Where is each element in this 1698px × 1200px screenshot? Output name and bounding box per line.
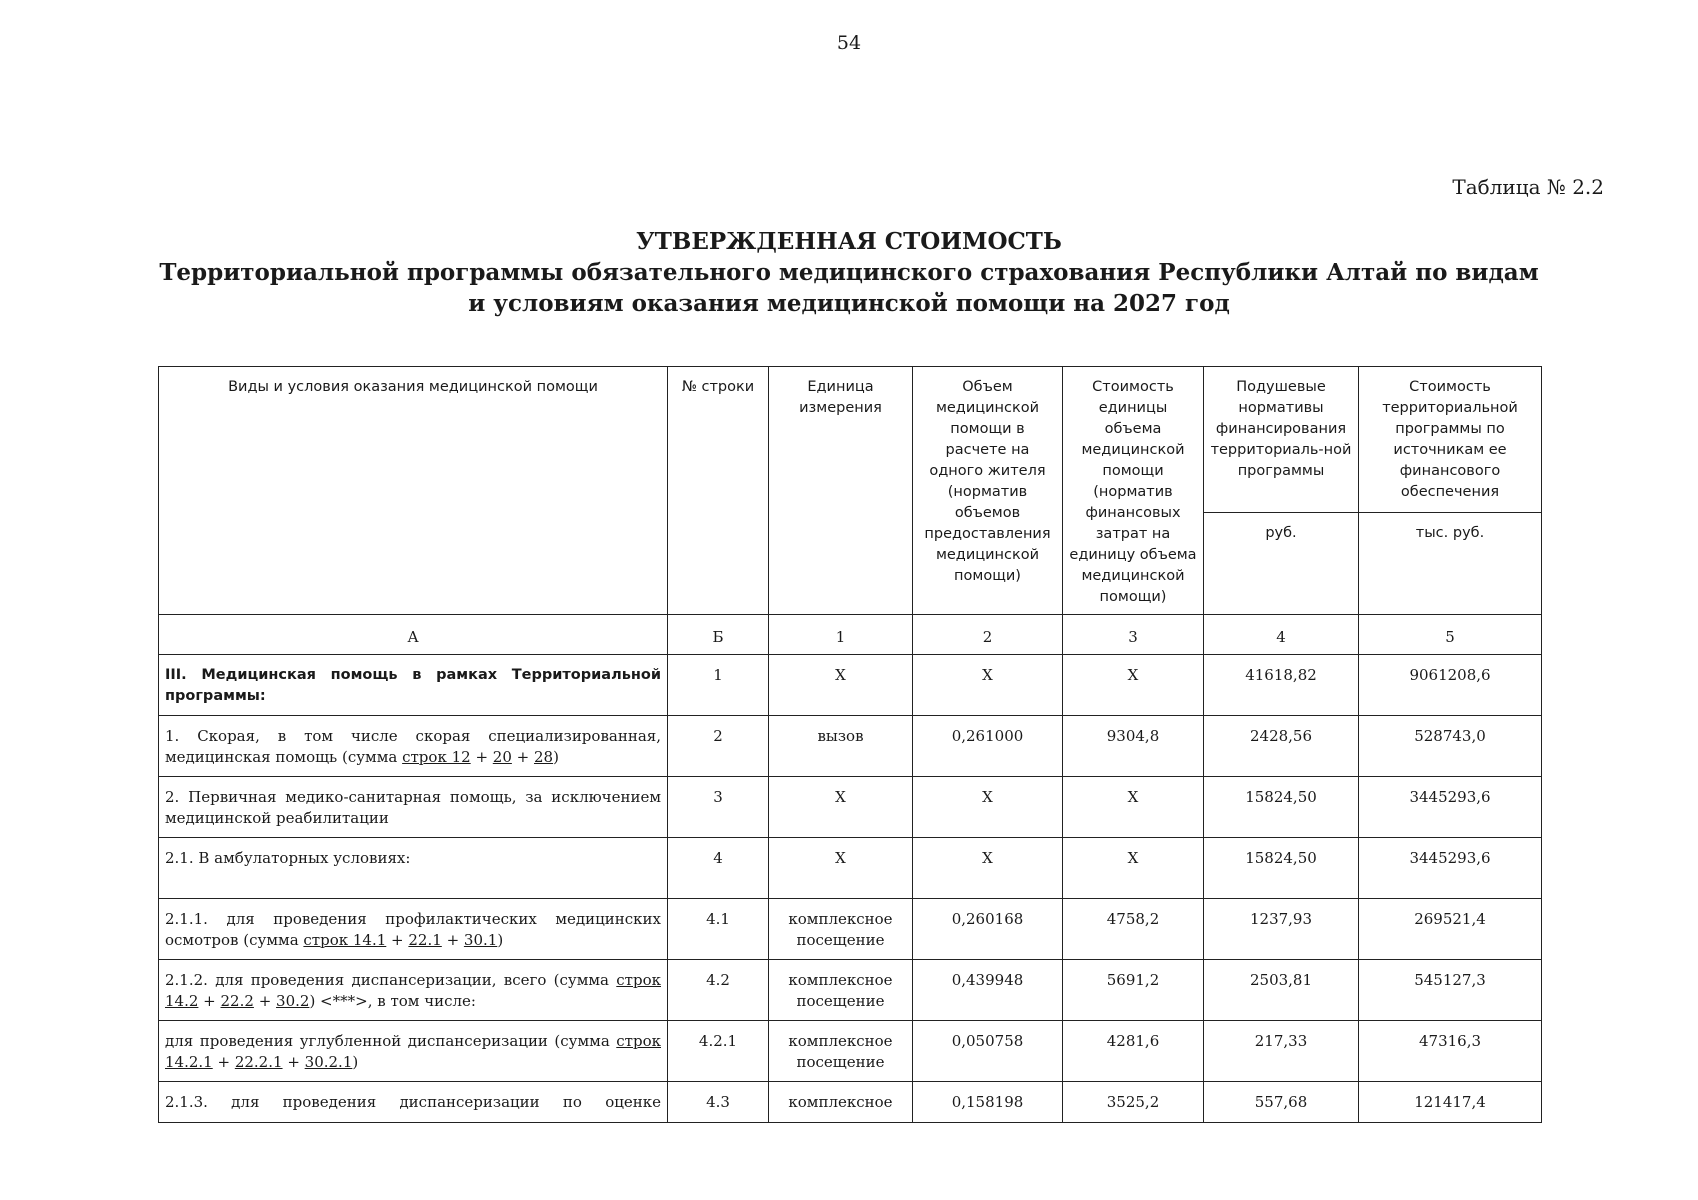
row-per-capita: 41618,82 [1204,655,1359,716]
row-name-text: ) [553,748,559,766]
row-name-text: ) <***>, в том числе: [309,992,476,1010]
table-row [159,960,1542,1021]
row-reference-link[interactable]: 30.2 [276,992,310,1010]
row-total: 3445293,6 [1359,777,1542,838]
row-name-text: + [253,992,277,1010]
header-unit-cost: Стоимость единицы объема медицинской помощи (норматив финансовых затрат на единицу объема медицинской помощи) [1063,367,1204,615]
page-number: 54 [836,32,862,54]
document-title [0,226,1698,319]
row-per-capita: 1237,93 [1204,899,1359,960]
row-unit: комплексное [769,1082,913,1123]
row-unit-cost: X [1063,655,1204,716]
row-line-number: 4.3 [668,1082,769,1123]
table-row [159,655,1542,716]
row-name-text: + [198,992,221,1010]
row-reference-link[interactable]: строк 14.2 [165,971,661,1010]
row-line-number: 4.1 [668,899,769,960]
row-total: 9061208,6 [1359,655,1542,716]
row-service-name: III. Медицинская помощь в рамках Территориальной программы: [159,655,668,716]
row-name-text: + [212,1053,235,1071]
table-row [159,1021,1542,1082]
row-reference-link[interactable]: 22.2 [220,992,254,1010]
row-unit-cost: 5691,2 [1063,960,1204,1021]
row-total: 3445293,6 [1359,838,1542,899]
row-total: 528743,0 [1359,716,1542,777]
row-name-text: 2.1.2. для проведения диспансеризации, всего (сумма [165,971,617,989]
header-unit-rub: руб. [1204,513,1359,615]
row-per-capita: 2428,56 [1204,716,1359,777]
row-total: 47316,3 [1359,1021,1542,1082]
row-reference-link[interactable]: 30.2.1 [304,1053,353,1071]
row-name-text: ) [497,931,504,949]
row-unit: комплексное посещение [769,960,913,1021]
row-service-name [159,1021,668,1082]
title-line-3: и условиям оказания медицинской помощи на 2027 год [468,290,1230,317]
row-name-text: + [511,748,534,766]
row-service-name: 2.1. В амбулаторных условиях: [159,838,668,899]
title-line-2: Территориальной программы обязательного медицинского страхования Республики Алтай по видам [159,259,1539,286]
row-total: 269521,4 [1359,899,1542,960]
row-volume: X [913,777,1063,838]
row-unit-cost: 9304,8 [1063,716,1204,777]
row-name-text: 1. Скорая, в том числе скорая специализированная, медицинская помощь (сумма [165,727,661,766]
column-letter: 2 [913,615,1063,655]
table-row [159,899,1542,960]
row-name-text: ) [352,1053,359,1071]
row-name-text: + [441,931,464,949]
row-volume: 0,158198 [913,1082,1063,1123]
column-letter: 5 [1359,615,1542,655]
column-letter: Б [668,615,769,655]
cost-table [158,366,1542,1123]
row-name-text: для проведения углубленной диспансеризации (сумма [165,1032,617,1050]
row-service-name [159,716,668,777]
row-volume: 0,439948 [913,960,1063,1021]
row-line-number: 3 [668,777,769,838]
row-name-text: + [282,1053,305,1071]
row-volume: 0,260168 [913,899,1063,960]
column-letter: 3 [1063,615,1204,655]
row-service-name [159,960,668,1021]
row-unit-cost: 3525,2 [1063,1082,1204,1123]
row-line-number: 2 [668,716,769,777]
table-row [159,1082,1542,1123]
row-line-number: 4 [668,838,769,899]
column-letters-row [159,615,1542,655]
row-per-capita: 217,33 [1204,1021,1359,1082]
row-reference-link[interactable]: 22.2.1 [234,1053,283,1071]
row-reference-link[interactable]: 22.1 [408,931,442,949]
header-volume: Объем медицинской помощи в расчете на одного жителя (норматив объемов предоставления медицинской помощи) [913,367,1063,615]
row-unit: X [769,838,913,899]
row-reference-link[interactable]: строк 14.2.1 [165,1032,661,1071]
row-per-capita: 15824,50 [1204,777,1359,838]
row-reference-link[interactable]: строк 12 [402,748,471,766]
row-service-name: 2. Первичная медико-санитарная помощь, за исключением медицинской реабилитации [159,777,668,838]
table-body [159,615,1542,1123]
column-letter: 1 [769,615,913,655]
header-per-capita: Подушевые нормативы финансирования территориаль-ной программы [1204,367,1359,513]
row-unit-cost: X [1063,777,1204,838]
header-program-cost: Стоимость территориальной программы по источникам ее финансового обеспечения [1359,367,1542,513]
title-line-1: УТВЕРЖДЕННАЯ СТОИМОСТЬ [636,228,1062,255]
column-letter: 4 [1204,615,1359,655]
row-name-text: + [470,748,493,766]
row-unit-cost: 4281,6 [1063,1021,1204,1082]
header-line-number: № строки [668,367,769,615]
row-line-number: 4.2.1 [668,1021,769,1082]
row-service-name [159,899,668,960]
table-label: Таблица № 2.2 [1452,175,1604,199]
column-letter: А [159,615,668,655]
header-unit-thousand-rub: тыс. руб. [1359,513,1542,615]
table-row [159,838,1542,899]
row-volume: X [913,655,1063,716]
row-name-text: + [386,931,409,949]
row-unit: комплексное посещение [769,899,913,960]
row-name-text: 2.1.1. для проведения профилактических медицинских осмотров (сумма [165,910,661,949]
row-service-name: 2.1.3. для проведения диспансеризации по оценке [159,1082,668,1123]
row-unit: комплексное посещение [769,1021,913,1082]
row-line-number: 1 [668,655,769,716]
row-volume: 0,261000 [913,716,1063,777]
row-reference-link[interactable]: 28 [533,748,554,766]
table-row [159,716,1542,777]
row-reference-link[interactable]: 30.1 [463,931,498,949]
row-line-number: 4.2 [668,960,769,1021]
row-per-capita: 557,68 [1204,1082,1359,1123]
table-row [159,777,1542,838]
row-reference-link[interactable]: строк 14.1 [303,931,387,949]
row-per-capita: 2503,81 [1204,960,1359,1021]
row-unit: X [769,655,913,716]
header-unit: Единица измерения [769,367,913,615]
row-volume: X [913,838,1063,899]
row-unit-cost: X [1063,838,1204,899]
row-per-capita: 15824,50 [1204,838,1359,899]
row-unit: X [769,777,913,838]
row-total: 545127,3 [1359,960,1542,1021]
row-reference-link[interactable]: 20 [492,748,512,766]
row-unit-cost: 4758,2 [1063,899,1204,960]
header-services: Виды и условия оказания медицинской помощи [159,367,668,615]
row-total: 121417,4 [1359,1082,1542,1123]
row-volume: 0,050758 [913,1021,1063,1082]
row-unit: вызов [769,716,913,777]
